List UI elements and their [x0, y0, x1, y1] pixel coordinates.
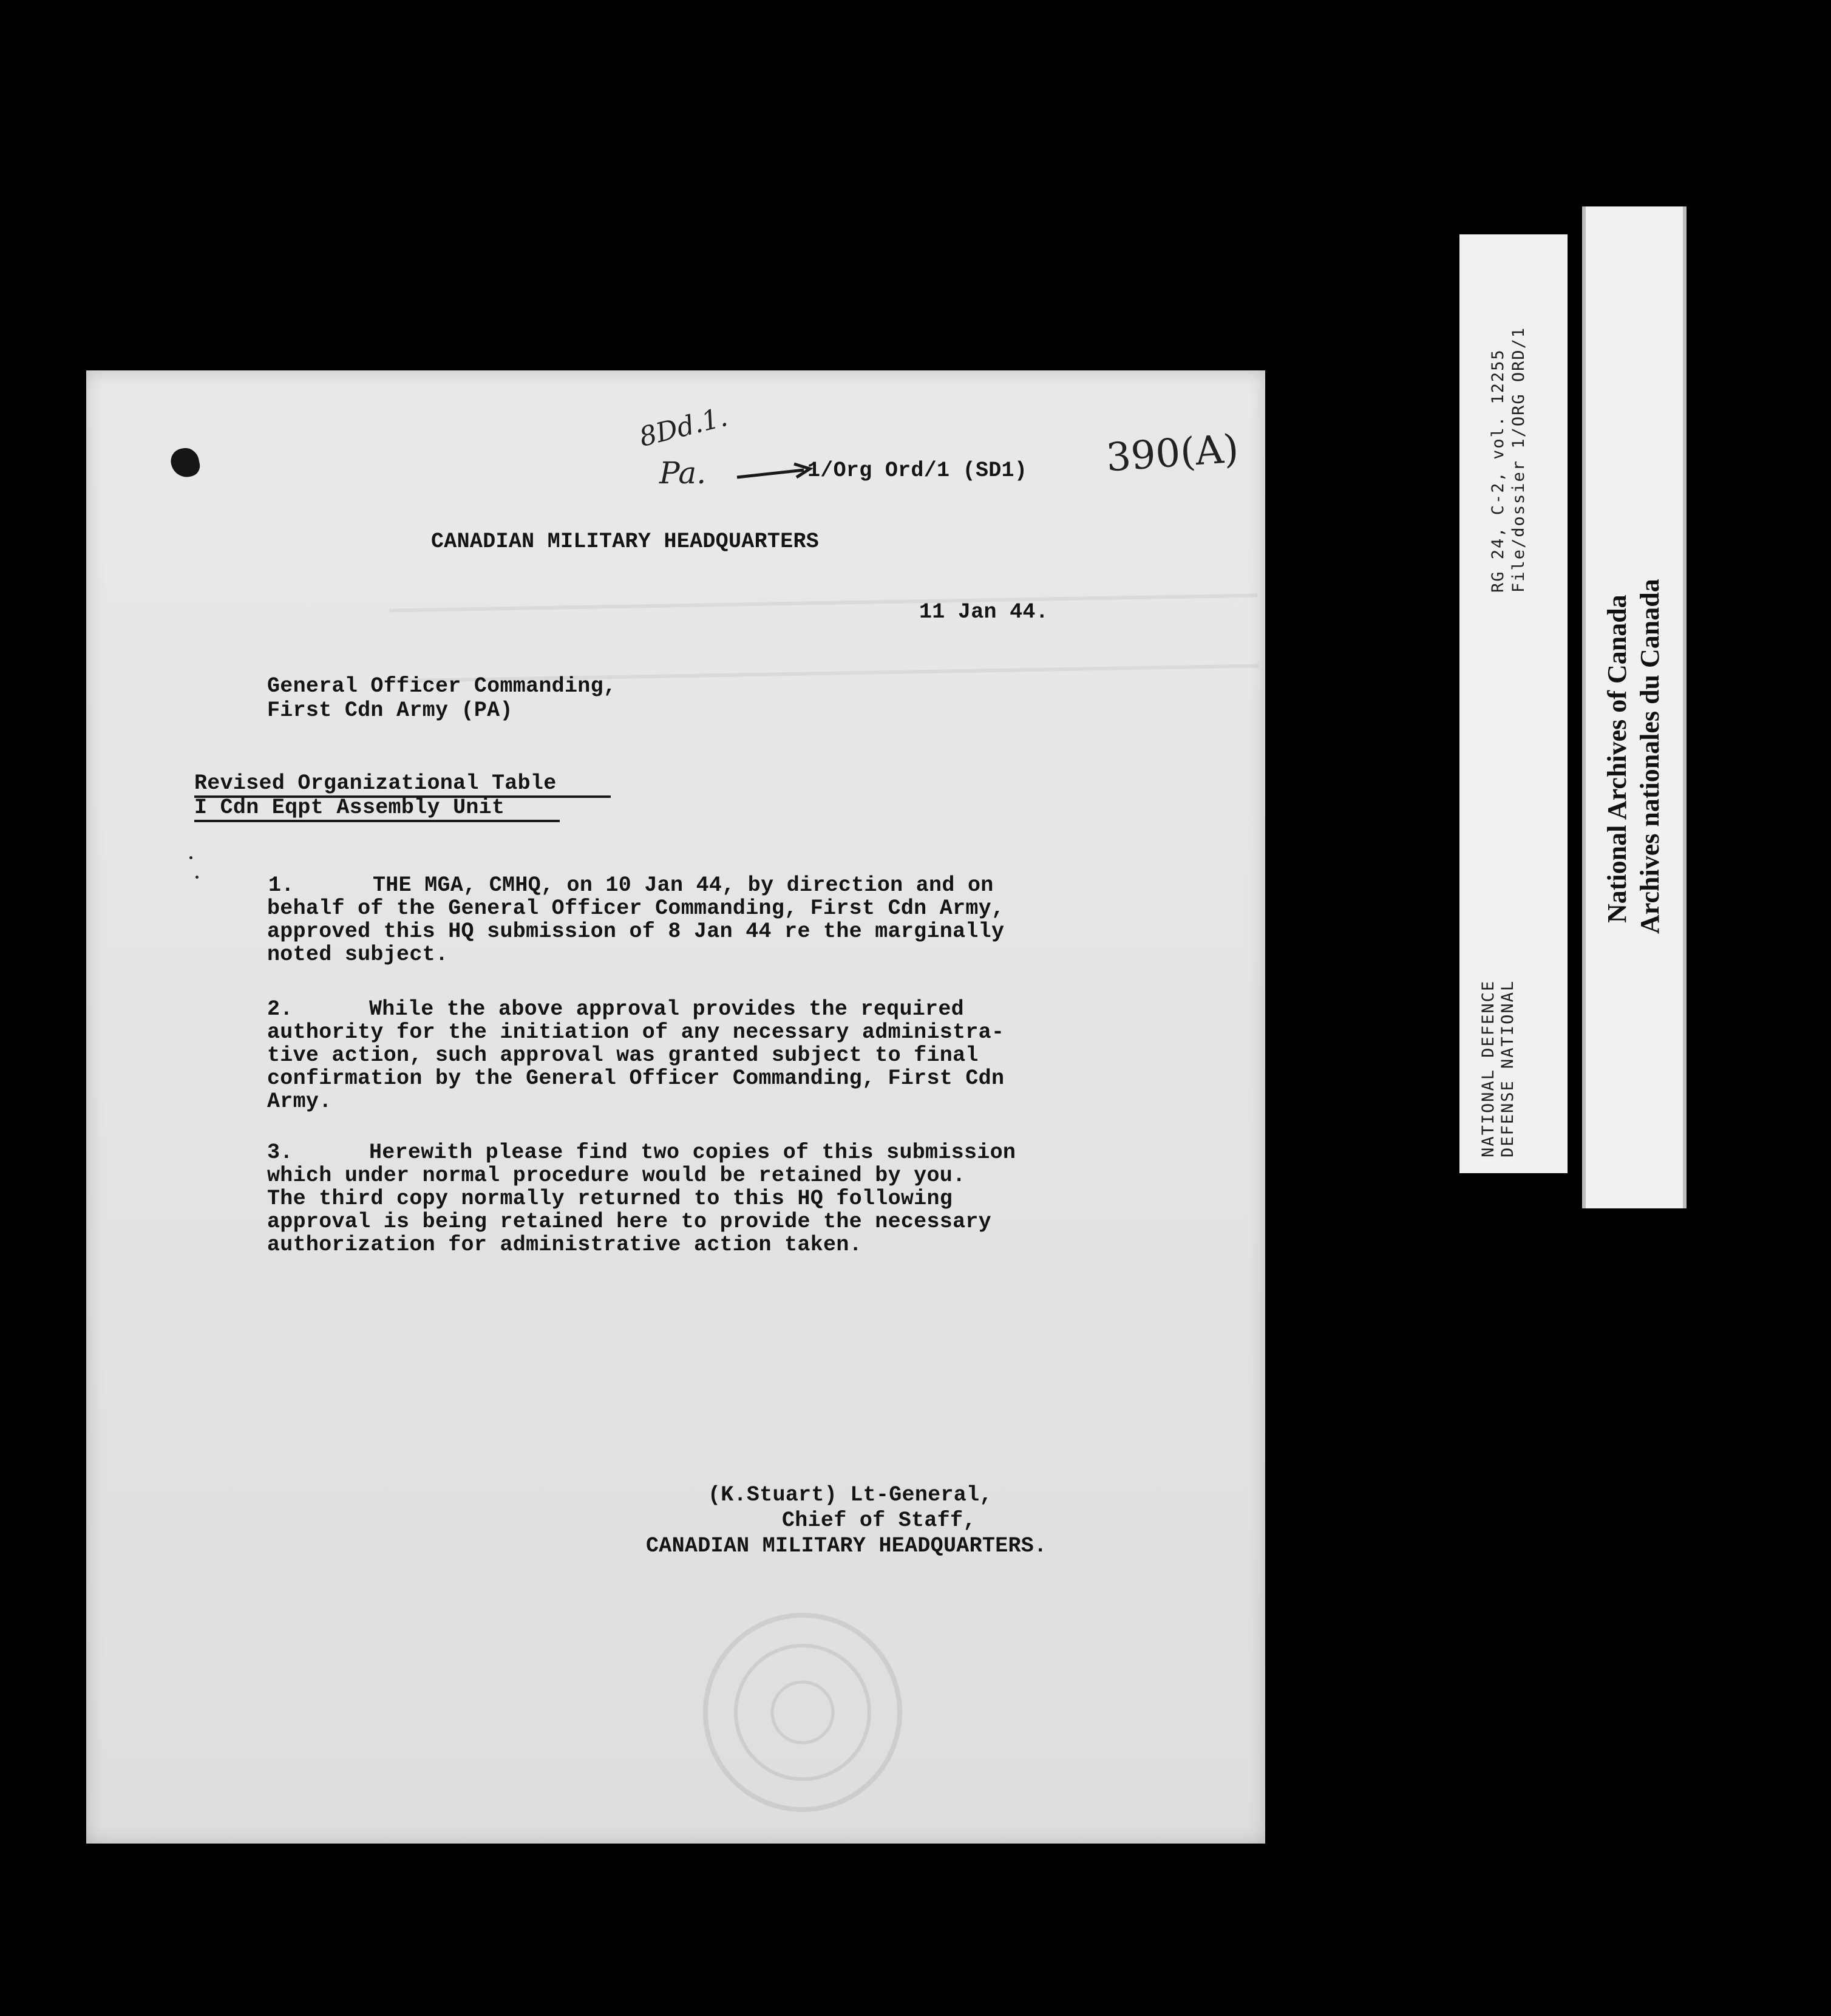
subject-line: Revised Organizational Table	[194, 771, 557, 795]
paragraph-line: confirmation by the General Officer Commanding, First Cdn	[267, 1066, 1005, 1091]
margin-dot	[195, 876, 199, 879]
paragraph-line: While the above approval provides the required	[369, 997, 964, 1021]
paragraph-line: authority for the initiation of any necessary administra-	[267, 1020, 1005, 1044]
national-archives-tab	[1582, 206, 1687, 1208]
handwritten-note-top: 8Dd.1.	[636, 401, 731, 454]
subject-line: I Cdn Eqpt Assembly Unit	[194, 795, 505, 820]
paragraph-line: approved this HQ submission of 8 Jan 44 re the marginally	[267, 919, 1005, 944]
handwritten-folio-number: 390(A)	[1104, 426, 1240, 481]
paragraph-number: 2.	[267, 997, 293, 1021]
letter-sheet	[86, 370, 1265, 1844]
signature-line: CANADIAN MILITARY HEADQUARTERS.	[646, 1534, 1047, 1558]
archive-reference-line: File/dossier 1/ORG ORD/1	[1509, 326, 1528, 593]
archives-name-french: Archives nationales du Canada	[1635, 579, 1665, 934]
handwritten-initials: Pa.	[659, 455, 707, 491]
signature-line: (K.Stuart) Lt-General,	[708, 1483, 993, 1507]
paragraph-line: noted subject.	[267, 942, 449, 967]
paragraph-line: authorization for administrative action taken.	[267, 1233, 862, 1257]
file-reference: 1/Org Ord/1 (SD1)	[807, 458, 1028, 483]
addressee-line: General Officer Commanding,	[267, 674, 617, 698]
department-line: DEFENSE NATIONAL	[1498, 979, 1517, 1157]
archive-reference-line: RG 24, C-2, vol. 12255	[1489, 349, 1507, 593]
paragraph-line: tive action, such approval was granted subject to final	[267, 1043, 979, 1068]
department-line: NATIONAL DEFENCE	[1479, 979, 1498, 1157]
faint-seal	[693, 1603, 912, 1822]
paragraph-line: approval is being retained here to provide the necessary	[267, 1210, 991, 1234]
paragraph-line: The third copy normally returned to this HQ following	[267, 1187, 953, 1211]
addressee-line: First Cdn Army (PA)	[267, 698, 513, 723]
letter-date: 11 Jan 44.	[919, 600, 1049, 624]
paragraph-line: THE MGA, CMHQ, on 10 Jan 44, by direction and on	[373, 873, 994, 897]
margin-dot	[189, 856, 192, 859]
punch-mark	[169, 446, 202, 480]
paragraph-line: Herewith please find two copies of this submission	[369, 1140, 1016, 1165]
paragraph-number: 3.	[267, 1140, 293, 1165]
subject-underline	[194, 820, 560, 822]
signature-line: Chief of Staff,	[782, 1508, 976, 1533]
paragraph-number: 1.	[268, 873, 294, 897]
letter-heading: CANADIAN MILITARY HEADQUARTERS	[431, 530, 820, 554]
archive-reference-tab	[1459, 234, 1568, 1173]
arrow-icon	[736, 461, 815, 486]
paragraph-line: behalf of the General Officer Commanding, First Cdn Army,	[267, 896, 1005, 921]
paragraph-line: Army.	[267, 1089, 332, 1114]
paragraph-line: which under normal procedure would be retained by you.	[267, 1163, 966, 1188]
faint-stamp	[389, 594, 1259, 683]
archives-name-english: National Archives of Canada	[1602, 594, 1632, 923]
